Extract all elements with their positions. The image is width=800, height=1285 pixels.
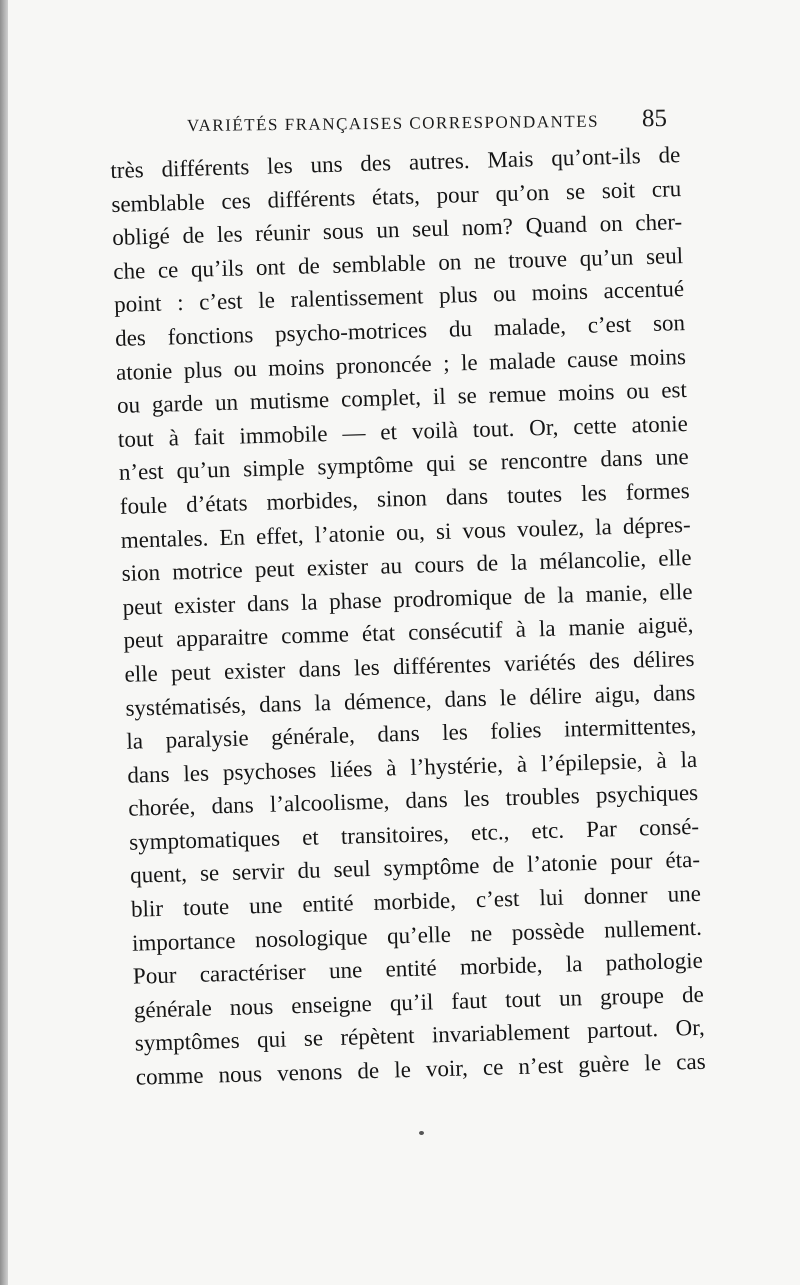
text-line: ou garde un mutisme complet, il se remue moins ou est [116,377,688,419]
text-line: che ce qu’ils ont de semblable on ne trouve qu’un seul [112,242,684,284]
text-line: des fonctions psycho-motrices du malade, c’est son [114,309,686,351]
text-line: elle peut exister dans les différentes variétés des délires [124,645,695,687]
text-line: point : c’est le ralentissement plus ou moins accentué [113,276,685,318]
text-line: comme nous venons de le voir, ce n’est guère le cas [135,1048,706,1090]
text-line: peut exister dans la phase prodromique de la manie, elle [122,578,693,620]
text-line: sion motrice peut exister au cours de la mélancolie, elle [121,545,692,586]
page-number: 85 [641,104,668,133]
running-title: VARIÉTÉS FRANÇAISES CORRESPONDANTES [186,111,600,135]
text-line: la paralysie générale, dans les folies intermittentes, [126,712,697,754]
text-line: tout à fait immobile — et voilà tout. Or, cette atonie [117,410,689,452]
text-line: mentales. En effet, l’atonie ou, si vous voulez, la dépres- [120,511,691,553]
text-line: dans les psychoses liées à l’hystérie, à l’épilepsie, à la [126,746,698,788]
text-line: n’est qu’un simple symptôme qui se rencontre dans une [118,444,690,486]
text-line: obligé de les réunir sous un seul nom? Quand on cher- [111,209,683,251]
text-line: Pour caractériser une entité morbide, la pathologie [132,948,704,989]
text-line: peut apparaitre comme état consécutif à la manie aiguë, [123,612,694,654]
text-line: symptômes qui se répètent invariablement partout. Or, [134,1015,705,1057]
text-line: chorée, dans l’alcoolisme, dans les troubles psychiques [127,780,699,822]
text-line: symptomatiques et transitoires, etc., etc. Par consé- [128,813,700,855]
page-gutter-shadow [0,0,8,1285]
text-line: systématisés, dans la démence, dans le délire aigu, dans [125,679,696,721]
text-line: très différents les uns des autres. Mais qu’ont-ils de [110,142,681,183]
ink-speck [419,1131,424,1135]
text-line: semblable ces différents états, pour qu’on se soit cru [111,175,682,217]
text-line: foule d’états morbides, sinon dans toutes les formes [119,477,690,519]
body-text [110,138,706,1094]
text-line: atonie plus ou moins prononcée ; le malade cause moins [115,343,687,385]
text-line: blir toute une entité morbide, c’est lui donner une [130,880,702,922]
text-line: quent, se servir du seul symptôme de l’atonie pour éta- [129,847,701,889]
text-line: importance nosologique qu’elle ne possède nullement. [131,914,703,956]
text-line: générale nous enseigne qu’il faut tout un groupe de [133,981,705,1023]
